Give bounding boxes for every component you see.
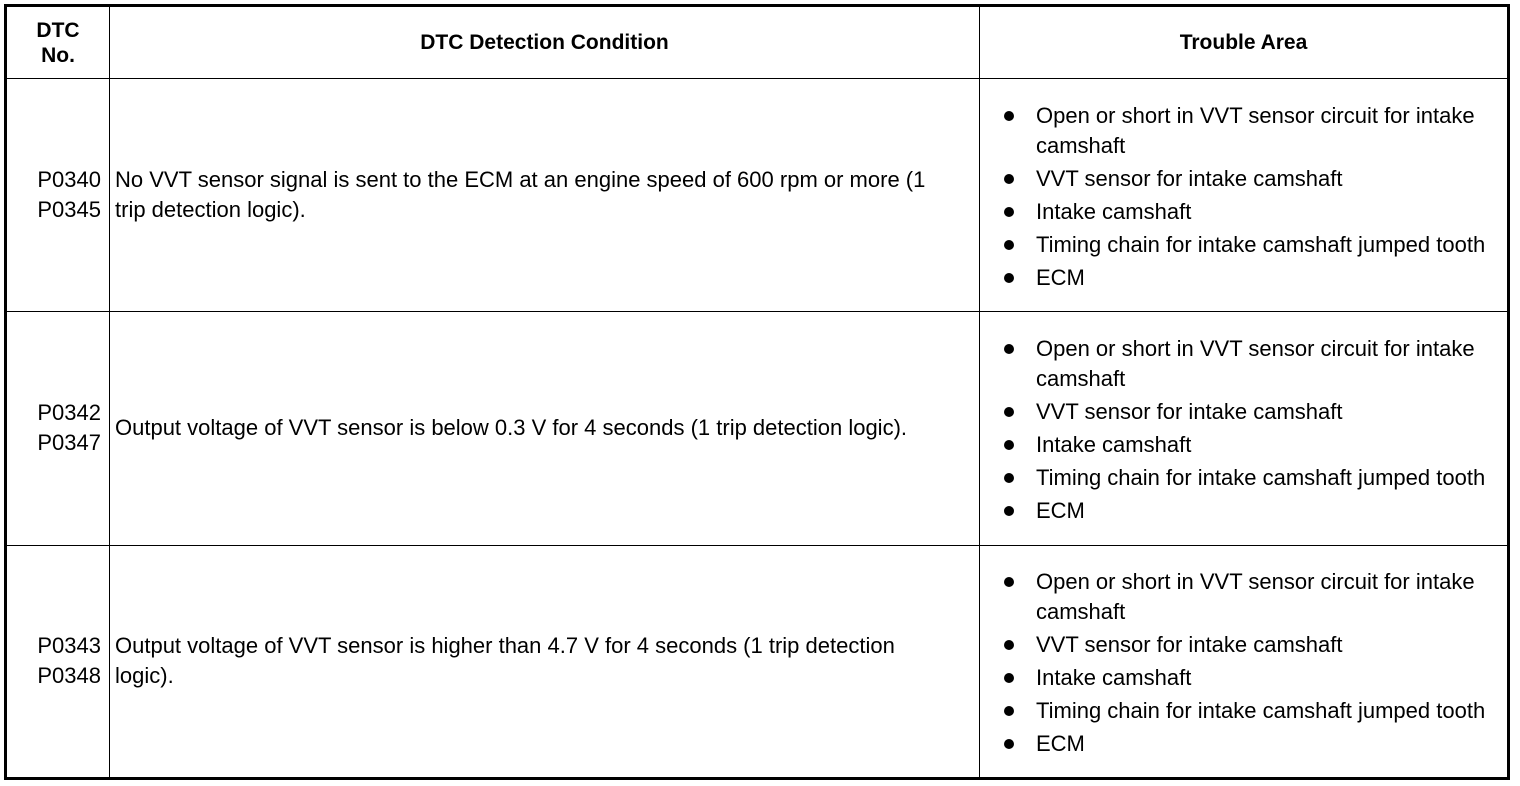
dtc-code-cell [6,79,110,312]
trouble-area-text: ECM [1036,265,1085,291]
trouble-area-text: Timing chain for intake camshaft jumped tooth [1036,232,1486,258]
list-item [1002,101,1495,161]
bullet-icon [1004,344,1014,354]
dtc-code: P0340 [37,167,101,193]
trouble-area-cell [980,545,1509,778]
dtc-code-cell [6,545,110,778]
header-dtc-no [6,6,110,79]
trouble-area-text: VVT sensor for intake camshaft [1036,399,1343,425]
table-row [6,79,1509,312]
trouble-area-text: ECM [1036,731,1085,757]
trouble-area-list [1002,567,1495,759]
trouble-area-list [1002,334,1495,526]
list-item [1002,197,1495,227]
bullet-icon [1004,273,1014,283]
bullet-icon [1004,673,1014,683]
trouble-area-text: VVT sensor for intake camshaft [1036,632,1343,658]
detection-condition: No VVT sensor signal is sent to the ECM at an engine speed of 600 rpm or more (1 trip detection logic). [110,79,980,312]
bullet-icon [1004,240,1014,250]
list-item [1002,164,1495,194]
bullet-icon [1004,706,1014,716]
trouble-area-text: Open or short in VVT sensor circuit for intake camshaft [1036,569,1475,625]
bullet-icon [1004,640,1014,650]
table-row [6,312,1509,545]
trouble-area-text: Open or short in VVT sensor circuit for intake camshaft [1036,336,1475,392]
bullet-icon [1004,577,1014,587]
dtc-code: P0343 [37,633,101,659]
trouble-area-text: Intake camshaft [1036,432,1192,458]
list-item [1002,630,1495,660]
list-item [1002,729,1495,759]
bullet-icon [1004,506,1014,516]
trouble-area-cell [980,79,1509,312]
trouble-area-text: ECM [1036,498,1085,524]
list-item [1002,334,1495,394]
list-item [1002,567,1495,627]
header-trouble-area: Trouble Area [980,6,1509,79]
header-dtc-no-line1: DTC [36,18,80,42]
trouble-area-text: Open or short in VVT sensor circuit for intake camshaft [1036,103,1475,159]
trouble-area-text: Intake camshaft [1036,665,1192,691]
table-header-row [6,6,1509,79]
trouble-area-text: Intake camshaft [1036,199,1192,225]
dtc-code: P0342 [37,400,101,426]
table-row [6,545,1509,778]
trouble-area-text: VVT sensor for intake camshaft [1036,166,1343,192]
bullet-icon [1004,207,1014,217]
header-dtc-no-line2: No. [41,43,75,67]
list-item [1002,263,1495,293]
bullet-icon [1004,739,1014,749]
list-item [1002,230,1495,260]
bullet-icon [1004,440,1014,450]
list-item [1002,696,1495,726]
list-item [1002,496,1495,526]
trouble-area-cell [980,312,1509,545]
dtc-code: P0348 [37,663,101,689]
dtc-code: P0345 [37,197,101,223]
bullet-icon [1004,473,1014,483]
list-item [1002,663,1495,693]
trouble-area-text: Timing chain for intake camshaft jumped tooth [1036,698,1486,724]
header-condition: DTC Detection Condition [110,6,980,79]
detection-condition: Output voltage of VVT sensor is below 0.3 V for 4 seconds (1 trip detection logic). [110,312,980,545]
dtc-code-cell [6,312,110,545]
trouble-area-text: Timing chain for intake camshaft jumped tooth [1036,465,1486,491]
bullet-icon [1004,111,1014,121]
dtc-table [4,4,1510,780]
bullet-icon [1004,174,1014,184]
detection-condition: Output voltage of VVT sensor is higher than 4.7 V for 4 seconds (1 trip detection logic). [110,545,980,778]
dtc-code: P0347 [37,430,101,456]
bullet-icon [1004,407,1014,417]
trouble-area-list [1002,101,1495,293]
list-item [1002,397,1495,427]
list-item [1002,463,1495,493]
list-item [1002,430,1495,460]
